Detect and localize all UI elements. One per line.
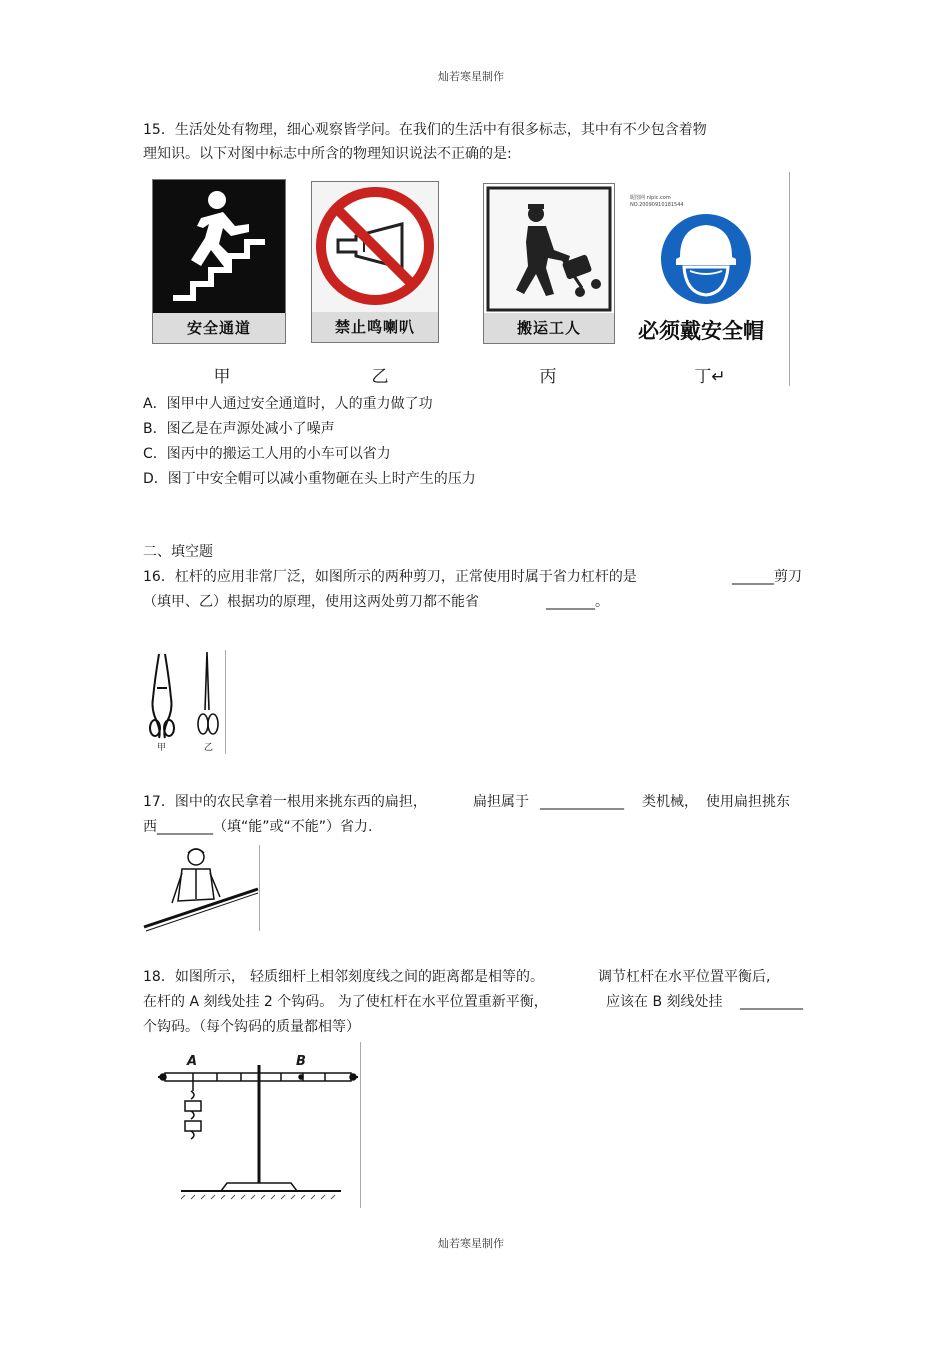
q17-blank1: ____________ bbox=[540, 794, 624, 810]
sign-label-porter: 搬运工人 bbox=[484, 313, 614, 343]
page-footer: 灿若寒星制作 bbox=[438, 1237, 504, 1250]
q17-text-line1b: 扁担属于 bbox=[473, 794, 529, 810]
fig-label-jia: 甲 bbox=[157, 743, 167, 753]
scissors-icon bbox=[198, 652, 218, 734]
porter-with-trolley-icon bbox=[484, 184, 614, 314]
q15-option-d: D．图丁中安全帽可以减小重物砸在头上时产生的压力 bbox=[143, 471, 476, 487]
q18-text-line2a: 在杆的 A 刻线处挂 2 个钩码。 为了使杠杆在水平位置重新平衡， bbox=[143, 994, 548, 1010]
q17-text-line1a: 17．图中的农民拿着一根用来挑东西的扁担， bbox=[143, 794, 427, 810]
q18-blank: _________ bbox=[740, 994, 803, 1010]
sign-wear-helmet bbox=[628, 187, 778, 357]
fig-label-yi: 乙 bbox=[204, 743, 214, 753]
q15-option-c: C．图丙中的搬运工人用的小车可以省力 bbox=[143, 446, 391, 462]
q16-blank2: _______。 bbox=[546, 594, 609, 610]
watermark-line1: 昵图网 nipic.com bbox=[630, 195, 671, 201]
sign-label-no-horn: 禁止鸣喇叭 bbox=[312, 312, 438, 342]
caption-ding: 丁↵ bbox=[694, 367, 726, 387]
watermark-line2: NO.20090910181544 bbox=[630, 202, 684, 208]
q15-option-b: B．图乙是在声源处减小了噪声 bbox=[143, 421, 335, 437]
sign-safety-exit bbox=[152, 179, 286, 344]
figure-border-line bbox=[259, 845, 260, 931]
page-header: 灿若寒星制作 bbox=[438, 70, 504, 83]
caption-jia: 甲 bbox=[213, 367, 231, 387]
sign-label-wear-helmet: 必须戴安全帽 bbox=[638, 319, 764, 343]
safety-helmet-icon bbox=[628, 197, 778, 317]
no-horn-icon bbox=[312, 182, 438, 312]
q16-text-line1: 16．杠杆的应用非常厂泛，如图所示的两种剪刀，正常使用时属于省力杠杆的是 bbox=[143, 569, 637, 585]
pliers-icon bbox=[150, 654, 174, 738]
lever-balance-figure bbox=[155, 1045, 360, 1205]
caption-bing: 丙 bbox=[539, 367, 557, 387]
q18-text-line3: 个钩码。（每个钩码的质量都相等） bbox=[143, 1019, 360, 1035]
q15-option-a: A．图甲中人通过安全通道时，人的重力做了功 bbox=[143, 396, 433, 412]
q18-text-line1c: 调节杠杆在水平位置平衡后, bbox=[598, 969, 771, 985]
figure-border-line bbox=[789, 172, 790, 386]
q18-text-line1a: 18．如图所示， bbox=[143, 969, 245, 985]
q15-text-line2: 理知识。以下对图中标志中所含的物理知识说法不正确的是: bbox=[143, 146, 512, 162]
figure-border-line bbox=[360, 1042, 361, 1208]
q17-text-line1d: 类机械， bbox=[642, 794, 698, 810]
q16-text-line2: （填甲、乙）根据功的原理，使用这两处剪刀都不能省 bbox=[143, 594, 479, 610]
q18-text-line2b: 应该在 B 刻线处挂 bbox=[606, 994, 723, 1010]
q15-text-line1: 15．生活处处有物理，细心观察皆学问。在我们的生活中有很多标志，其中有不少包含着物 bbox=[143, 122, 707, 138]
sign-porter bbox=[483, 183, 615, 344]
running-man-stairs-icon bbox=[153, 180, 285, 313]
caption-yi: 乙 bbox=[371, 367, 389, 387]
q18-text-line1b: 轻质细杆上相邻刻度线之间的距离都是相等的。 bbox=[250, 969, 544, 985]
lever-label-b: B bbox=[296, 1054, 306, 1069]
lever-label-a: A bbox=[187, 1054, 198, 1069]
sign-label-safety-exit: 安全通道 bbox=[153, 313, 285, 343]
q17-text-line2: 西________（填“能”或“不能”）省力. bbox=[143, 819, 373, 835]
farmer-carrying-pole-figure bbox=[142, 845, 262, 935]
q17-text-line1e: 使用扁担挑东 bbox=[706, 794, 790, 810]
sign-no-horn bbox=[311, 181, 439, 343]
section-title: 二、填空题 bbox=[143, 544, 213, 560]
figure-border-line bbox=[225, 650, 226, 754]
q16-blank1: ______剪刀 bbox=[732, 569, 802, 585]
